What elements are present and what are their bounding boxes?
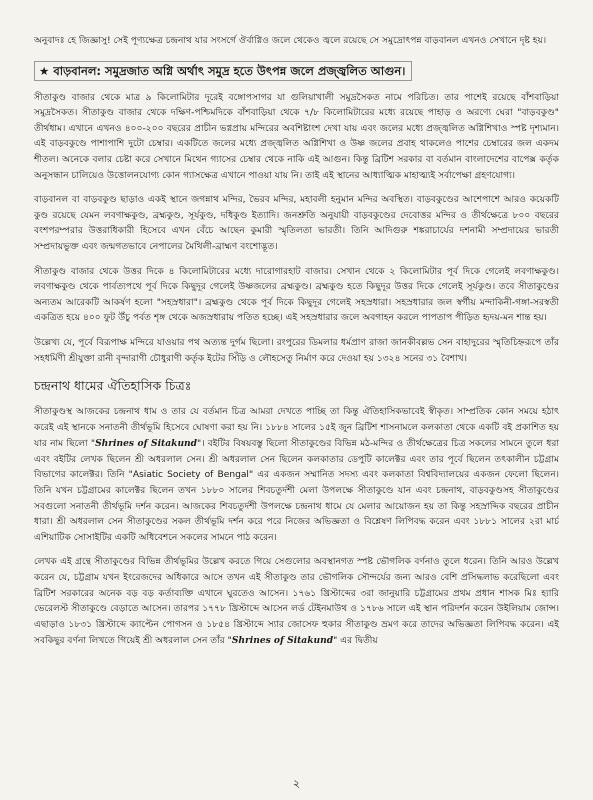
- visitors-text-a: লেখক এই গ্রন্থে সীতাকুণ্ডের বিভিন্ন তীর্থভূমির উল্লেখ করতে গিয়ে সেগুলোর অবস্থানগত স্পষ্ট ভৌগলিক বর্ণনাও তুলে ধরেন। তিনি আরও উল্লেখ করেন যে, চট্টগ্রাম যখন ইংরেজদের অধিকারে আসে তখন এই সীতাকুণ্ড তার ভৌগলিক সৌন্দর্যের জন্য আরও বেশি প্রসিদ্ধলাভ করেছিলো এবং ব্রিটিশ সরকারের অনেক বড় বড় কর্তাব্যক্তি এখানে ঘুরতেও আসেন। ১৭৬১ খ্রিস্টাব্দের ৩রা জানুয়ারি চট্টগ্রামের প্রথম প্রধান শাসক মিঃ হ্যারি ভেরেলস্ট সীতাকুণ্ডে বেড়াতে আসেন। তারপর ১৭৭৮ খ্রিস্টাব্দে আসেন লর্ড টেইনমাউথ ও ১৭৮৬ সালে এই স্থান পরিদর্শন করেন উইলিয়াম জোন্স। এছাড়াও ১৮৩১ খ্রিস্টাব্দে ক্যাপ্টেন পোগসন ও ১৮৫৪ খ্রিস্টাব্দে স্যার জোসেফ হুকার সীতাকুণ্ড ভ্রমণ করে তাদের অভিজ্ঞতা লিপিবদ্ধ করেন। এই সবকিছুর বর্ণনা লিখতে গিয়েই শ্রী অধরলাল সেন তাঁর ": [34, 557, 559, 647]
- visitors-paragraph: [34, 555, 559, 650]
- definition-heading: [34, 61, 412, 81]
- history-text-b: "। বইটির বিষয়বস্তু ছিলো সীতাকুণ্ডের বিভিন্ন মঠ-মন্দির ও তীর্থক্ষেত্রের চিত্র সকলের সামনে তুলে ধরা এবং বইটির লেখক ছিলেন শ্রী অধরলাল সেন। শ্রী অধরলাল সেন ছিলেন কলকাতার ডেপুটি কালেক্টর এবং তার পূর্বে ছিলেন তৎকালীন চট্টগ্রাম বিভাগের কালেক্টর। তিনি "Asiatic Society of Bengal" এর একজন সম্মানিত সদস্য এবং কলকাতা বিশ্ববিদ্যালয়ের একজন ফেলো ছিলেন। তিনি যখন চট্টগ্রামের কালেক্টর ছিলেন তখন ১৮৮০ সালের শিবচতুর্দশী মেলা উপলক্ষে সীতাকুণ্ডে যান এবং চন্দ্রনাথ, বাড়বকুণ্ডসহ সীতাকুণ্ডের সবগুলো সনাতনী তীর্থভূমি দর্শন করেন। আজকের শিবচতুর্দশী উপলক্ষে চন্দ্রনাথ ধামে যে মেলার আয়োজন হয় তা কিন্তু সহস্রাব্দিক বছরের প্রাচীন ধারা। শ্রী অধরলাল সেন সীতাকুণ্ডের সকল তীর্থভূমি দর্শন করে পরে নিজের অভিজ্ঞতা ও বিশ্লেষণ লিপিবদ্ধ করেন এবং ১৮৮১ সালের ২রা মার্চ এশিয়াটিক সোসাইটির একটি অধিবেশনে সকলের সামনে পাঠ করেন।: [34, 439, 560, 543]
- section-title: চন্দ্রনাথ ধামের ঐতিহাসিক চিত্রঃ: [34, 378, 192, 394]
- visitors-text-b: " এর দ্বিতীয়: [333, 636, 378, 647]
- definition-text: বাড়বানল: সমুদ্রজাত অগ্নি অর্থাৎ সমুদ্র হতে উৎপন্ন জলে প্রজ্জ্বলিত আগুন।: [53, 63, 406, 78]
- book-title-2: Shrines of Sitakund: [231, 635, 334, 647]
- book-title: Shrines of Sitakund: [95, 438, 198, 450]
- barabakunda-paragraph: সীতাকুণ্ড বাজার থেকে মাত্র ৯ কিলোমিটার দূরেই বঙ্গোপসাগর যা গুলিয়াখালী সমুদ্রসৈকত নামে পরিচিত। তার পাশেই রয়েছে বাঁশবাড়িয়া সমুদ্রসৈকত। সীতাকুণ্ড বাজার থেকে দক্ষিণ-পশ্চিমদিকে বাঁশবাড়িয়া থেকে ৭/৮ কিলোমিটারের মধ্যে রয়েছে পাহাড় ও অরণ্যে ঘেরা "বাড়বকুণ্ড" তীর্থধাম। এখানে এখনও ৪০০-২০০ বছরের প্রাচীন ভগ্নপ্রায় মন্দিরের অবশিষ্টাংশ দেখা যায় এবং জলের মধ্যে প্রজ্জ্বলিত অগ্নিশিখাও স্পষ্ট দৃশ্যমান। এই বাড়বকুণ্ডে পাশাপাশি দুটো চেম্বার। একটিতে জলের মধ্যে প্রজ্জ্বলিত অগ্নিশিখা ও উষ্ণ জলের প্রবাহ থাকলেও পাশের চেম্বারের জল একদম শীতল। অনেকে বলার চেষ্টা করে সেখানে মিথেন গ্যাসের চেম্বার থেকে নাকি এই আগুন। কিন্তু ব্রিটিশ সরকার বা বর্তমান বাংলাদেশের বাপেক্স কর্তৃক অনুসন্ধান চালিয়েও উত্তোলনযোগ্য কোন গ্যাসক্ষেত্র এখানে পাওয়া যায় নি। তাই এই স্থানের আধ্যাত্মিক মাহাত্ম্যই সর্বাপেক্ষা গ্রহণযোগ্য।: [34, 92, 559, 181]
- translation-paragraph: অনুবাদঃ হে জিজ্ঞাসু! সেই পূণ্যক্ষেত্র চন্দ্রনাথ যার সংসর্গে ঔর্বাগ্নিও জলে থেকেও জ্বলে রয়েছে সে সমুদ্রোৎপন্ন বাড়বানল এখনও সেখানে দৃষ্ট হয়।: [34, 36, 547, 46]
- history-text-a: সীতাকুণ্ডস্থ আজকের চন্দ্রনাথ ধাম ও তার যে বর্তমান চিত্র আমরা দেখতে পাচ্ছি তা কিন্তু ঐতিহাসিকভাবেই স্বীকৃত। সাম্প্রতিক কোন সময়ে হঠাৎ করেই এই স্থানকে সনাতনী তীর্থভূমি হিসেবে ঘোষণা করা হয় নি। ১৮৮৪ সালের ১৫ই জুন ব্রিটিশ শাসনামলে কলকাতা থেকে একটি বই প্রকাশিত হয় যার নাম ছিলো ": [34, 407, 559, 450]
- page-number: ২: [292, 777, 301, 790]
- kundas-paragraph: সীতাকুণ্ড বাজার থেকে উত্তর দিকে ৪ কিলোমিটারের মধ্যে দারোগারহাট বাজার। সেখান থেকে ২ কিলোমিটার পূর্ব দিকে গেলেই লবণাক্ষকুণ্ড। লবণাক্ষকুণ্ড থেকে পার্বত্যপথে পূর্ব দিকে কিছুদূর গেলেই উষ্ণজলের ব্রহ্মকুণ্ড। ব্রহ্মকুণ্ড হতে কিছুদূর উত্তর দিকে গেলেই সূর্যকুণ্ড। তবে সীতাকুণ্ডের অন্যতম আরেকটি আকর্ষণ হলো "সহস্রধারা"। ব্রহ্মকুণ্ড থেকে পূর্ব দিকে কিছুদূর গেলেই সহস্রধারা। সহস্রধারার জল স্বর্গীয় মন্দাকিনী-গঙ্গা-সরস্বতী একত্রিত হয়ে ৪০০ ফুট উঁচু পর্বত শৃঙ্গ থেকে অজস্রধারায় পতিত হচ্ছে। এই সহস্রধারার জলে অবগাহন করলে পাপতাপ পীড়িত হৃদয়-মন শান্ত হয়।: [34, 266, 559, 324]
- history-paragraph: [34, 405, 559, 546]
- star-icon: ★: [39, 63, 50, 78]
- temples-paragraph: বাড়বানল বা বাড়বকুণ্ড ছাড়াও একই স্থানে জগন্নাথ মন্দির, ভৈরব মন্দির, মহাবলী হনুমান মন্দির অবস্থিত। বাড়বকুণ্ডের আশেপাশে আরও কয়েকটি কুণ্ড রয়েছে যেমন লবণাক্ষকুণ্ড, ব্রহ্মকুণ্ড, সূর্যকুণ্ড, দধিকুণ্ড ইত্যাদি। জনশ্রুতি অনুযায়ী বাড়বকুণ্ডের দেবোত্তর মন্দির ও তীর্থক্ষেত্রে ৮০০ বছরের বংশপরম্পরার উত্তরাধিকারী হিসেবে এখন বেঁচে আছেন কুমারী স্মৃতিলতা ভারতী। তিনি আদিগুরু শঙ্করাচার্যের দশনামী সম্প্রদায়ের ভারতী সম্প্রদায়ভুক্ত এবং জন্মগতভাবে নেপালের মৈথিলী-ব্রাহ্মণ বংশোদ্ভূত।: [34, 195, 559, 252]
- stairs-paragraph: উল্লেখ্য যে, পূর্বে বিরূপাক্ষ মন্দিরে যাওয়ার পথ অত্যন্ত দুর্গম ছিলো। রংপুরের ডিমলার ধর্মপ্রাণ রাজা জানকীবল্লভ সেন বাহাদুরের স্মৃতিচিহ্নরূপে তাঁর সহধর্মিণী শ্রীযুক্তা রানী বৃন্দারাণী চৌধুরাণী কর্তৃক ইটের সিঁড়ি ও লৌহসেতু নির্মাণ করে দেওয়া হয় ১৩২৪ সনের ৩১ বৈশাখ।: [34, 337, 559, 364]
